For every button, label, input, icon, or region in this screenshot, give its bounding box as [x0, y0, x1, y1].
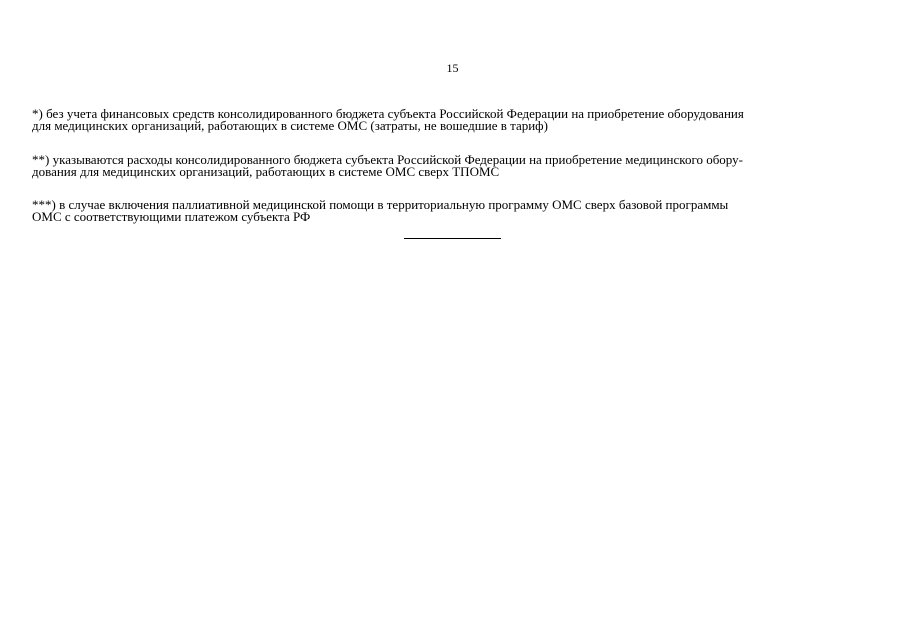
footnote-1-line-2: для медицинских организаций, работающих в системе ОМС (затраты, не вошедшие в тариф)	[32, 118, 548, 133]
footnote-3-line-2: ОМС с соответствующими платежом субъекта РФ	[32, 209, 311, 224]
footnote-3-line-1: ***) в случае включения паллиативной медицинской помощи в территориальную программу ОМС сверх базовой программы	[32, 197, 729, 212]
footnote-2-line-2: дования для медицинских организаций, работающих в системе ОМС сверх ТПОМС	[32, 164, 500, 179]
footnote-2	[32, 154, 867, 178]
footnote-2-line-1: **) указываются расходы консолидированного бюджета субъекта Российской Федерации на приобретение медицинского обору-	[32, 152, 743, 167]
end-rule-divider	[404, 238, 501, 239]
footnote-1	[32, 108, 867, 132]
page-number: 15	[446, 61, 459, 75]
footnote-3	[32, 199, 867, 223]
footnote-1-line-1: *) без учета финансовых средств консолидированного бюджета субъекта Российской Федерации на приобретение оборудования	[32, 106, 744, 121]
